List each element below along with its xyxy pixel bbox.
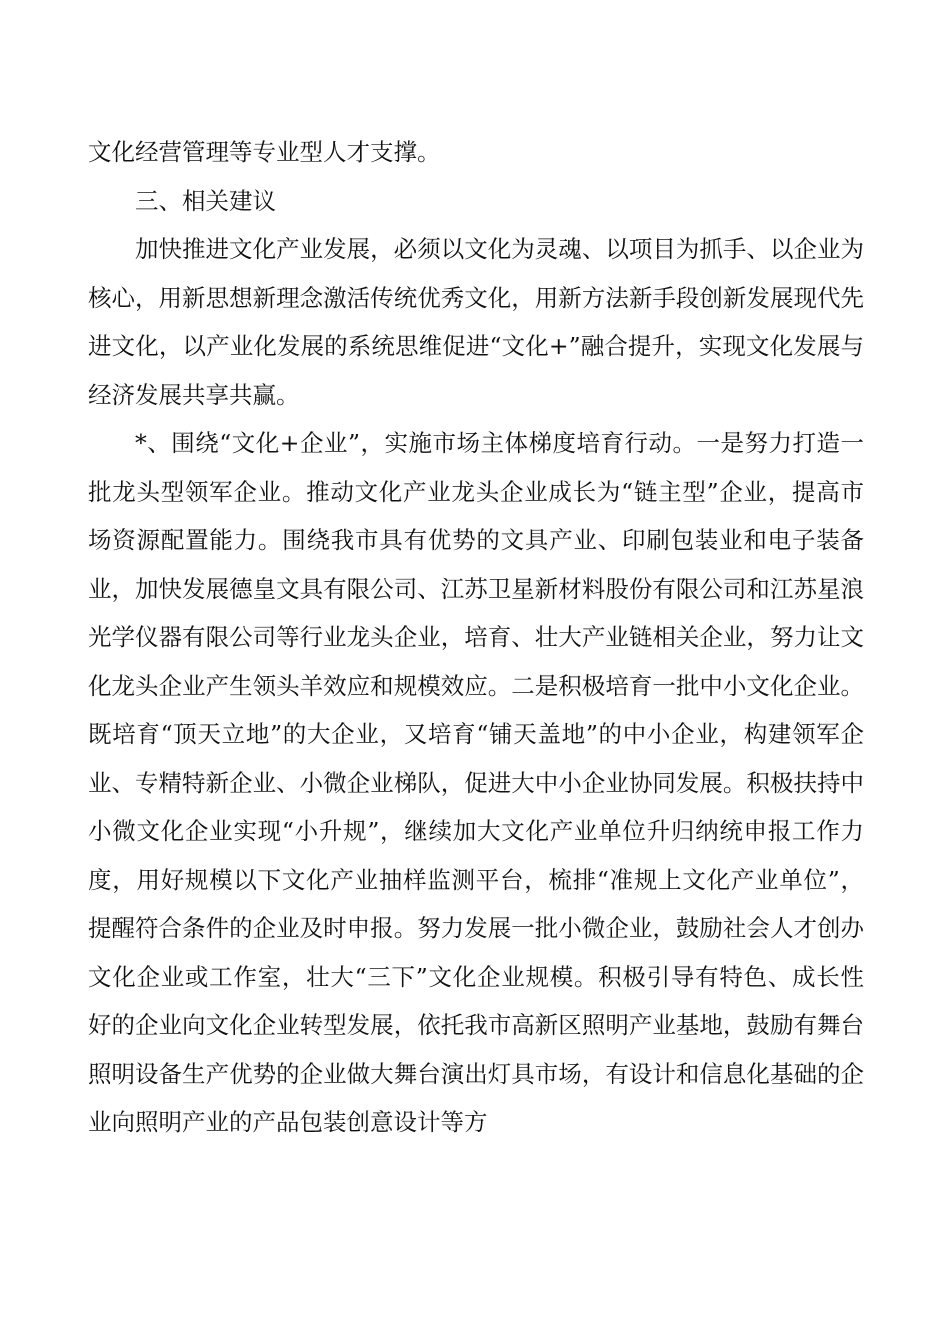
- paragraph-continuation: 文化经营管理等专业型人才支撑。: [88, 138, 441, 166]
- section-heading: 三、相关建议: [135, 186, 276, 215]
- paragraph-intro: 加快推进文化产业发展，必须以文化为灵魂、以项目为抓手、以企业为核心，用新思想新理念激活传统优秀文化，用新方法新手段创新发展现代先进文化，以产业化发展的系统思维促进“文化+”融合提升，实现文化发展与经济发展共享共赢。: [88, 235, 864, 409]
- document-page: [88, 128, 864, 1147]
- paragraph-enterprise: *、围绕“文化+企业”，实施市场主体梯度培育行动。一是努力打造一批龙头型领军企业。推动文化产业龙头企业成长为“链主型”企业，提高市场资源配置能力。围绕我市具有优势的文具产业、印刷包装业和电子装备业，加快发展德皇文具有限公司、江苏卫星新材料股份有限公司和江苏星浪光学仪器有限公司等行业龙头企业，培育、壮大产业链相关企业，努力让文化龙头企业产生领头羊效应和规模效应。二是积极培育一批中小文化企业。既培育“顶天立地”的大企业，又培育“铺天盖地”的中小企业，构建领军企业、专精特新企业、小微企业梯队，促进大中小企业协同发展。积极扶持中小微文化企业实现“小升规”，继续加大文化产业单位升归纳统申报工作力度，用好规模以下文化产业抽样监测平台，梳排“准规上文化产业单位”，提醒符合条件的企业及时申报。努力发展一批小微企业，鼓励社会人才创办文化企业或工作室，壮大“三下”文化企业规模。积极引导有特色、成长性好的企业向文化企业转型发展，依托我市高新区照明产业基地，鼓励有舞台照明设备生产优势的企业做大舞台演出灯具市场，有设计和信息化基础的企业向照明产业的产品包装创意设计等方: [88, 429, 864, 1136]
